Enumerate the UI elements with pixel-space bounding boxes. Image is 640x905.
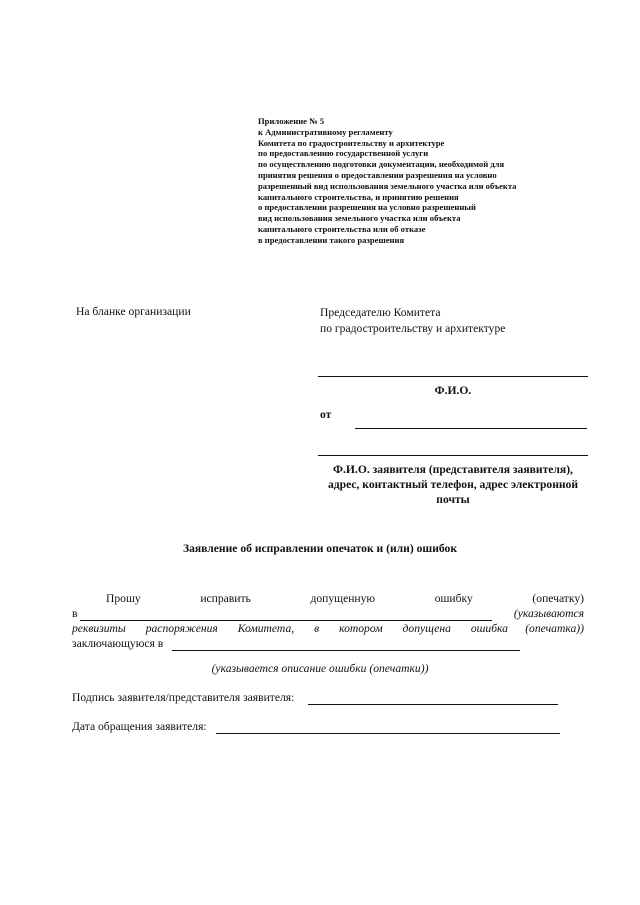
fio-label: Ф.И.О. xyxy=(434,384,472,397)
body-row-1 xyxy=(106,592,584,605)
annex-line: разрешенный вид использования земельного участка или объекта xyxy=(258,180,517,191)
addressee-line-1: Председателю Комитета xyxy=(320,306,441,319)
applicant-caption-line-3: почты xyxy=(436,493,470,506)
signature-label: Подпись заявителя/представителя заявителя: xyxy=(72,691,295,704)
addressee-line-2: по градостроительству и архитектуре xyxy=(320,322,506,335)
document-title: Заявление об исправлении опечаток и (или) ошибок xyxy=(182,542,458,555)
annex-line: Комитета по градостроительству и архитектуре xyxy=(258,137,445,148)
body-word: (опечатку) xyxy=(532,592,584,605)
row4-prefix: заключающуюся в xyxy=(72,637,164,650)
fio-field-line[interactable] xyxy=(318,376,588,377)
body-row-3 xyxy=(72,622,508,635)
date-field-line[interactable] xyxy=(216,733,560,734)
addressee-block xyxy=(320,305,505,337)
annex-line: принятия решения о предоставлении разрешения на условно xyxy=(258,169,497,180)
annex-line: вид использования земельного участка или объекта xyxy=(258,213,461,224)
annex-line: Приложение № 5 xyxy=(258,116,325,126)
annex-line: к Административному регламенту xyxy=(258,126,393,137)
from-label: от xyxy=(320,408,332,421)
row3-end: (опечатка)) xyxy=(525,622,584,635)
applicant-field-line[interactable] xyxy=(318,455,588,456)
row2-prefix: в xyxy=(72,607,78,620)
body-word: распоряжения xyxy=(145,622,218,635)
annex-line: о предоставлении разрешения на условно разрешенный xyxy=(258,202,476,213)
signature-field-line[interactable] xyxy=(308,704,558,705)
body-word: ошибку xyxy=(434,592,473,605)
row2-hint: (указываются xyxy=(513,607,584,620)
body-word: Прошу xyxy=(106,592,141,605)
applicant-caption-line-1: Ф.И.О. заявителя (представителя заявителя), xyxy=(333,463,573,476)
letterhead-note: На бланке организации xyxy=(76,305,191,318)
annex-line: по осуществлению подготовки документации, необходимой для xyxy=(258,159,505,170)
body-word: Комитета, xyxy=(237,622,295,635)
from-field-line[interactable] xyxy=(355,428,587,429)
body-word: ошибка xyxy=(470,622,508,635)
date-label: Дата обращения заявителя: xyxy=(72,720,207,733)
body-word: допущенную xyxy=(310,592,376,605)
body-word: допущена xyxy=(402,622,451,635)
applicant-caption-line-2: адрес, контактный телефон, адрес электронной xyxy=(327,478,579,491)
body-word: реквизиты xyxy=(72,622,126,635)
annex-header xyxy=(258,116,588,246)
applicant-caption xyxy=(318,462,588,507)
error-description-hint: (указывается описание ошибки (опечатки)) xyxy=(211,662,429,675)
body-word: исправить xyxy=(200,592,251,605)
annex-line: по предоставлению государственной услуги xyxy=(258,148,429,159)
annex-line: в предоставлении такого разрешения xyxy=(258,234,405,245)
decree-field-line[interactable] xyxy=(80,620,492,621)
annex-line: капитального строительства или об отказе xyxy=(258,223,426,234)
body-word: котором xyxy=(339,622,383,635)
annex-line: капитального строительства, и принятию решения xyxy=(258,191,459,202)
error-field-line[interactable] xyxy=(172,650,520,651)
body-word: в xyxy=(314,622,320,635)
